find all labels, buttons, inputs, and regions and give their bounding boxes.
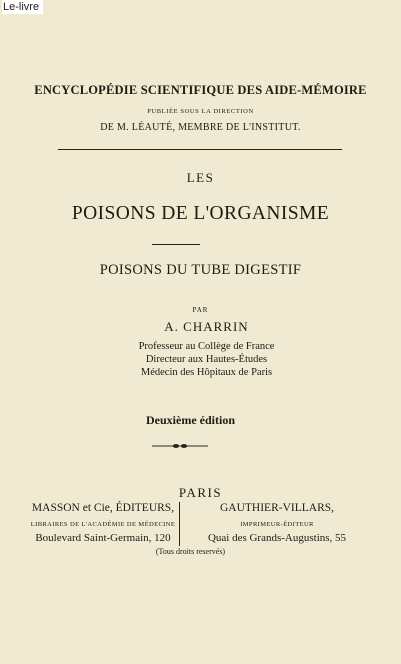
left-publisher-address: Boulevard Saint-Germain, 120 — [35, 532, 171, 544]
edition-label: Deuxième édition — [146, 413, 235, 427]
author-credential: Professeur au Collège de France — [138, 341, 275, 352]
imprint-city: PARIS — [178, 485, 223, 500]
author-credential: Médecin des Hôpitaux de Paris — [140, 367, 273, 378]
book-title: POISONS DE L'ORGANISME — [71, 203, 330, 224]
left-publisher-name: MASSON et Cie, ÉDITEURS, — [31, 502, 175, 514]
right-publisher-address: Quai des Grands-Augustins, 55 — [207, 532, 347, 544]
series-director: DE M. LÉAUTÉ, MEMBRE DE L'INSTITUT. — [100, 122, 301, 133]
publisher-separator — [179, 502, 180, 546]
title-divider — [152, 244, 200, 245]
author-name: A. CHARRIN — [164, 319, 249, 334]
author-credential: Directeur aux Hautes-Études — [145, 354, 268, 365]
left-publisher-role: LIBRAIRES DE L'ACADÉMIE DE MÉDECINE — [30, 521, 176, 528]
title-article: LES — [186, 170, 215, 185]
series-note: PUBLIÉE SOUS LA DIRECTION — [147, 108, 254, 115]
book-subtitle: POISONS DU TUBE DIGESTIF — [99, 262, 302, 278]
top-divider — [58, 149, 342, 150]
right-publisher-role: IMPRIMEUR-ÉDITEUR — [240, 521, 314, 528]
watermark-label: Le-livre — [2, 0, 43, 14]
fleuron-ornament-icon — [150, 441, 210, 451]
right-publisher-name: GAUTHIER-VILLARS, — [219, 502, 335, 514]
by-label: PAR — [192, 306, 209, 314]
series-title: ENCYCLOPÉDIE SCIENTIFIQUE DES AIDE-MÉMOIRE — [34, 83, 367, 97]
rights-notice: (Tous droits reservés) — [155, 547, 226, 556]
